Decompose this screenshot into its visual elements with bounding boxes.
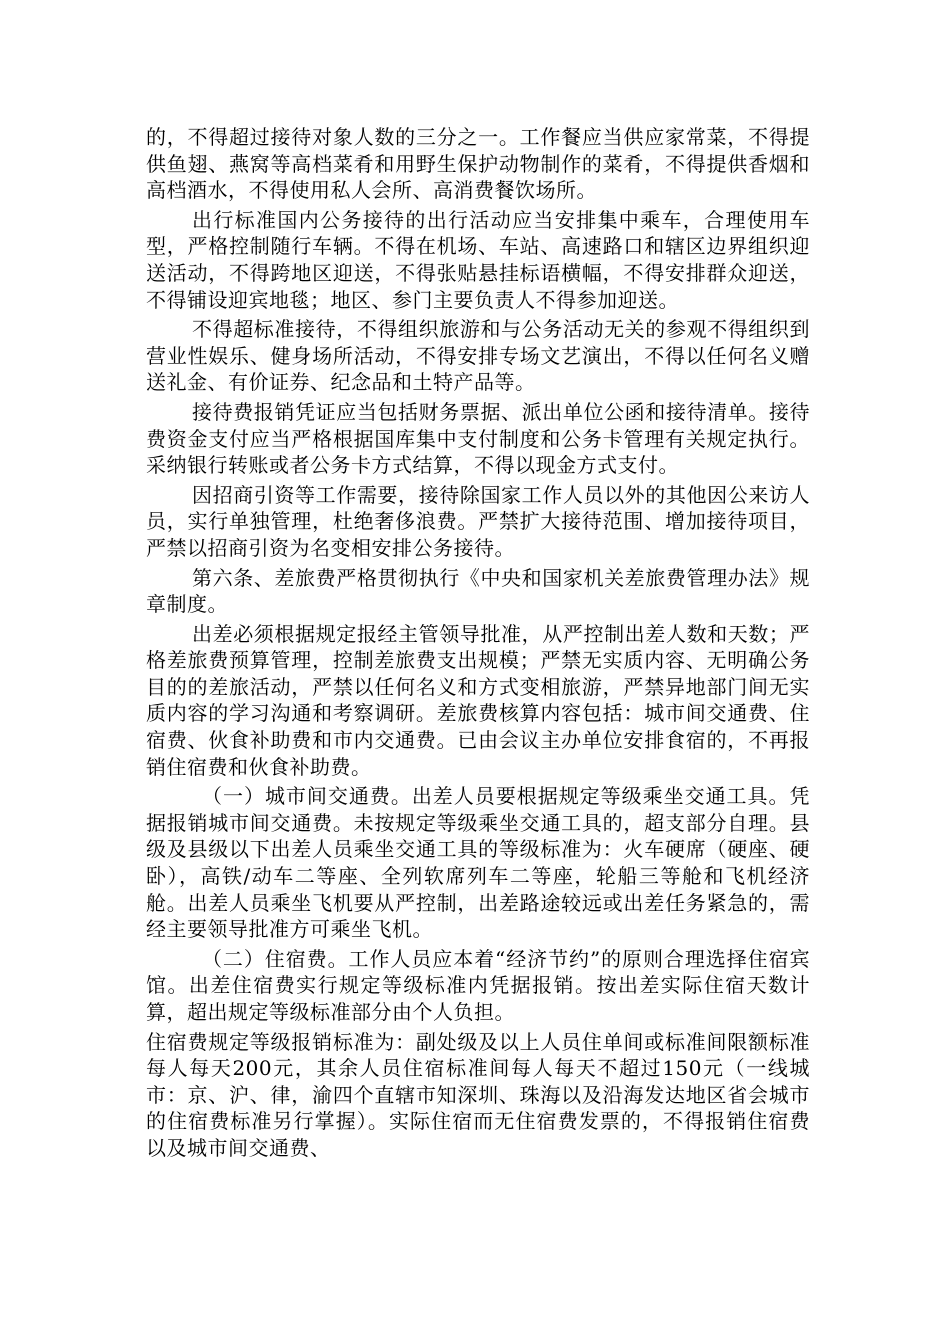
document-body (146, 124, 810, 1165)
paragraph-business-trip-approval: 出差必须根据规定报经主管领导批准，从严控制出差人数和天数；严格差旅费预算管理，控制差旅费支出规模；严禁无实质内容、无明确公务目的的差旅活动，严禁以任何名义和方式变相旅游，严禁异地部门间无实质内容的学习沟通和考察调研。差旅费核算内容包括：城市间交通费、住宿费、伙食补助费和市内交通费。已由会议主办单位安排食宿的，不再报销住宿费和伙食补助费。 (146, 621, 810, 779)
paragraph-reimbursement-vouchers: 接待费报销凭证应当包括财务票据、派出单位公函和接待清单。接待费资金支付应当严格根据国库集中支付制度和公务卡管理有关规定执行。采纳银行转账或者公务卡方式结算，不得以现金方式支付。 (146, 399, 810, 478)
paragraph-accommodation-standard: 住宿费规定等级报销标准为：副处级及以上人员住单间或标准间限额标准每人每天200元，其余人员住宿标准间每人每天不超过150元（一线城市：京、沪、律，渝四个直辖市知深圳、珠海以及沿海发达地区省会城市的住宿费标准另行掌握）。实际住宿而无住宿费发票的，不得报销住宿费以及城市间交通费、 (146, 1029, 810, 1160)
paragraph-travel-standard: 出行标准国内公务接待的出行活动应当安排集中乘车，合理使用车型，严格控制随行车辆。不得在机场、车站、高速路口和辖区边界组织迎送活动，不得跨地区迎送，不得张贴悬挂标语横幅，不得安排群众迎送，不得铺设迎宾地毯；地区、参门主要负责人不得参加迎送。 (146, 207, 810, 312)
paragraph-reception-restrictions: 不得超标准接待，不得组织旅游和与公务活动无关的参观不得组织到营业性娱乐、健身场所活动，不得安排专场文艺演出，不得以任何名义赠送礼金、有价证券、纪念品和土特产品等。 (146, 317, 810, 395)
paragraph-article-six: 第六条、差旅费严格贯彻执行《中央和国家机关差旅费管理办法》规章制度。 (146, 565, 810, 617)
paragraph-accommodation: （二）住宿费。工作人员应本着“经济节约”的原则合理选择住宿宾馆。出差住宿费实行规定等级标准内凭据报销。按出差实际住宿天数计算，超出规定等级标准部分由个人负担。 (146, 946, 810, 1024)
paragraph-investment-reception: 因招商引资等工作需要，接待除国家工作人员以外的其他因公来访人员，实行单独管理，杜绝奢侈浪费。严禁扩大接待范围、增加接待项目，严禁以招商引资为名变相安排公务接待。 (146, 482, 810, 560)
paragraph-reception-meals: 的，不得超过接待对象人数的三分之一。工作餐应当供应家常菜，不得提供鱼翅、燕窝等高档菜肴和用野生保护动物制作的菜肴，不得提供香烟和高档酒水，不得使用私人会所、高消费餐饮场所。 (146, 125, 810, 203)
paragraph-intercity-transport: （一）城市间交通费。出差人员要根据规定等级乘坐交通工具。凭据报销城市间交通费。未按规定等级乘坐交通工具的，超支部分自理。县级及县级以下出差人员乘坐交通工具的等级标准为：火车硬席（硬座、硬卧），高铁/动车二等座、全列软席列车二等座，轮船三等舱和飞机经济舱。出差人员乘坐飞机要从严控制，出差路途较远或出差任务紧急的，需经主要领导批准方可乘坐飞机。 (146, 784, 810, 942)
